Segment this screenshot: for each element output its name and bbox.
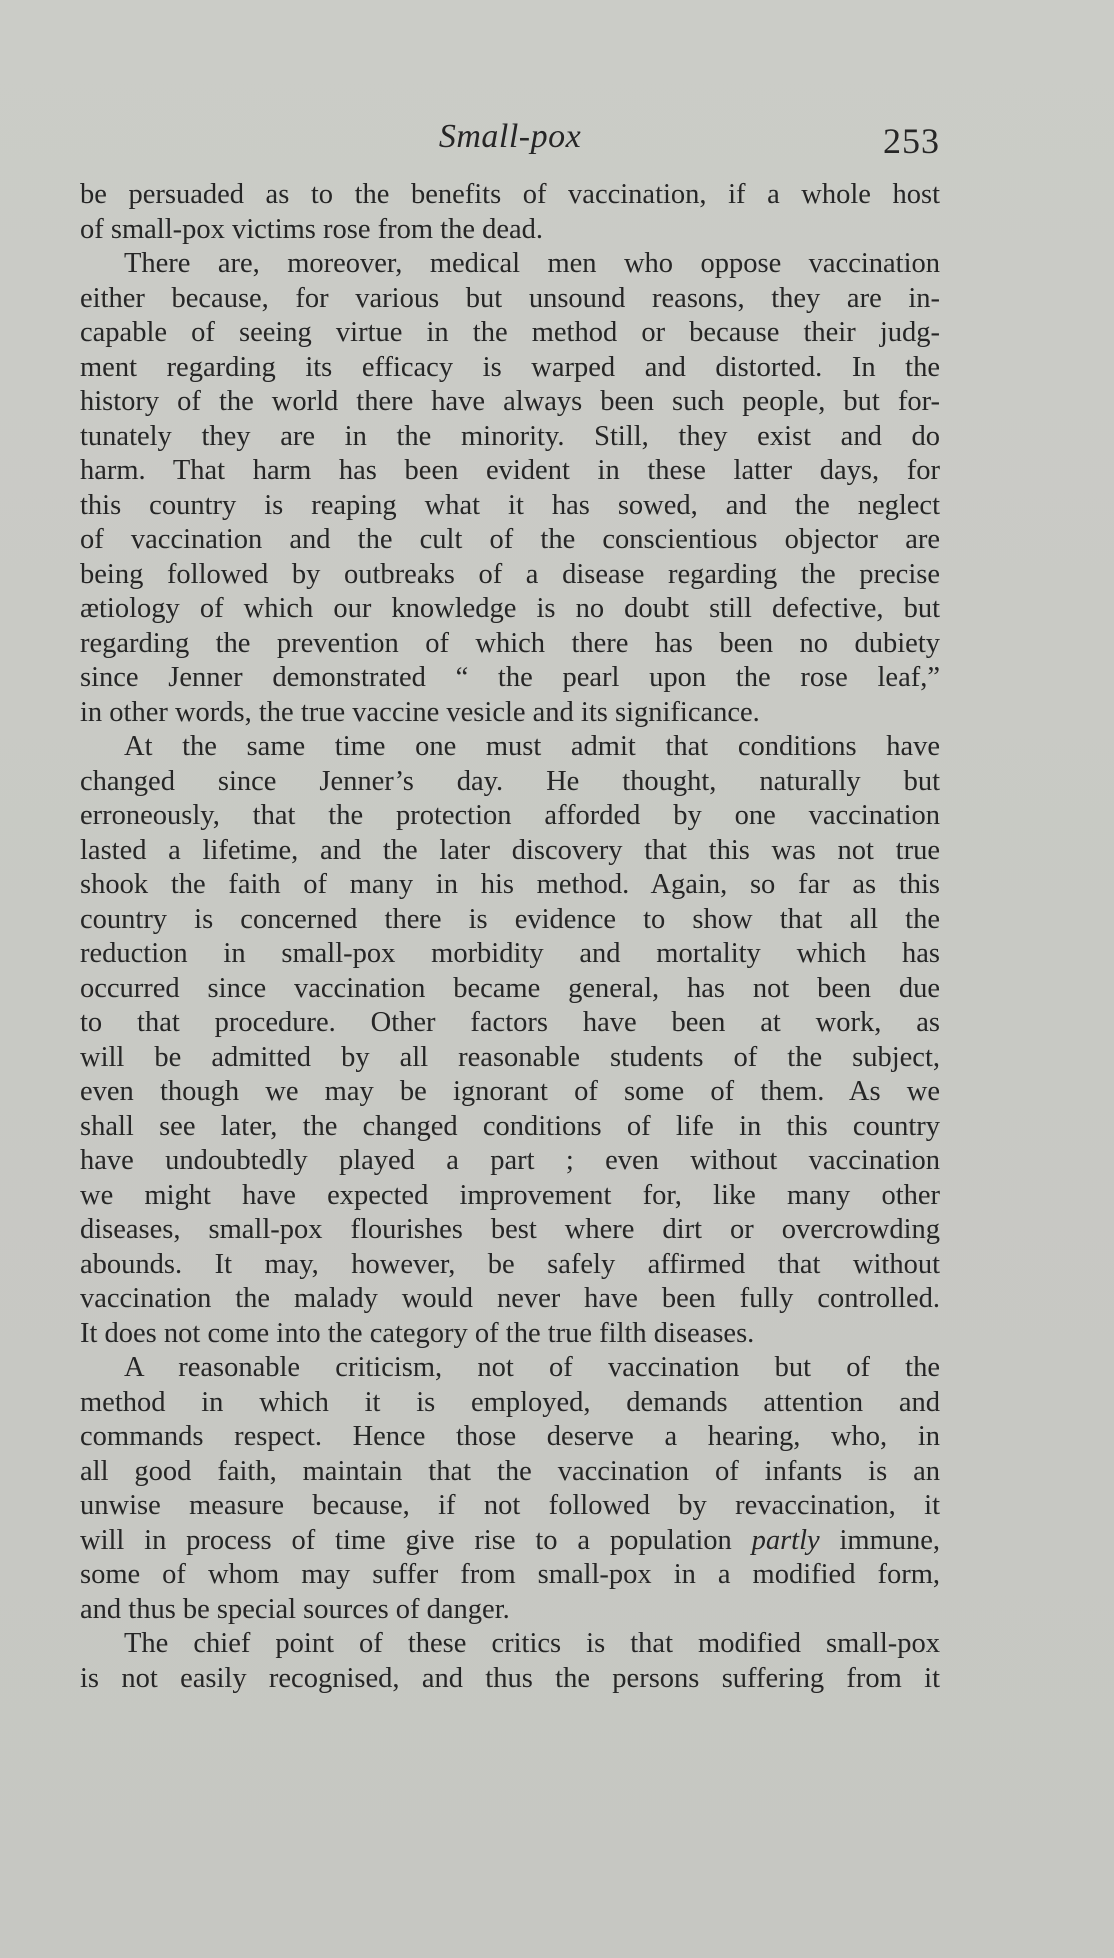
text-line: and thus be special sources of danger.	[80, 1593, 510, 1625]
text-line: harm. That harm has been evident in these latter days, for	[80, 455, 940, 486]
text-line: abounds. It may, however, be safely affirmed that without	[80, 1248, 940, 1280]
text-line: commands respect. Hence those deserve a hearing, who, in	[80, 1421, 940, 1452]
text-line: we might have expected improvement for, like many other	[80, 1179, 940, 1211]
text-line: of vaccination and the cult of the conscientious objector are	[80, 524, 940, 555]
text-line: ment regarding its efficacy is warped and distorted. In the	[80, 351, 940, 383]
text-line: either because, for various but unsound reasons, they are in-	[80, 282, 940, 314]
text-line: this country is reaping what it has sowed, and the neglect	[80, 489, 940, 521]
text-line: It does not come into the category of the true filth diseases.	[80, 1317, 755, 1349]
paragraph-first-line: A reasonable criticism, not of vaccination but of the	[124, 1352, 940, 1383]
text-line: tunately they are in the minority. Still, they exist and do	[80, 420, 940, 452]
text-line: erroneously, that the protection afforded by one vaccination	[80, 800, 940, 831]
text-line: history of the world there have always been such people, but for-	[80, 386, 940, 417]
text-line: be persuaded as to the benefits of vaccination, if a whole host	[80, 179, 940, 210]
paragraph-first-line: There are, moreover, medical men who oppose vaccination	[124, 248, 940, 279]
text-line: capable of seeing virtue in the method or because their judg-	[80, 317, 940, 348]
text-line: regarding the prevention of which there has been no dubiety	[80, 627, 940, 659]
text-line: method in which it is employed, demands attention and	[80, 1386, 940, 1418]
text-line: all good faith, maintain that the vaccination of infants is an	[80, 1455, 940, 1487]
body-text	[80, 178, 940, 1696]
text-line: country is concerned there is evidence to show that all the	[80, 903, 940, 935]
text-line: to that procedure. Other factors have been at work, as	[80, 1007, 940, 1038]
text-line: since Jenner demonstrated “ the pearl upon the rose leaf,”	[80, 662, 940, 693]
text-line: vaccination the malady would never have been fully controlled.	[80, 1283, 940, 1314]
text-line: reduction in small-pox morbidity and mortality which has	[80, 938, 940, 969]
running-head	[80, 118, 940, 170]
text-line: ætiology of which our knowledge is no doubt still defective, but	[80, 593, 940, 624]
text-segment: immune,	[819, 1524, 941, 1556]
paragraph-first-line: The chief point of these critics is that modified small-pox	[124, 1628, 940, 1659]
text-line: unwise measure because, if not followed by revaccination, it	[80, 1490, 940, 1521]
text-line: occurred since vaccination became general, has not been due	[80, 972, 940, 1004]
text-line: diseases, small-pox flourishes best where dirt or overcrowding	[80, 1214, 940, 1245]
text-line: shook the faith of many in his method. Again, so far as this	[80, 869, 940, 900]
text-line: shall see later, the changed conditions of life in this country	[80, 1110, 940, 1142]
text-line: is not easily recognised, and thus the persons suffering from it	[80, 1662, 940, 1694]
paragraph-first-line: At the same time one must admit that conditions have	[124, 731, 940, 762]
text-line: lasted a lifetime, and the later discovery that this was not true	[80, 834, 940, 866]
page-number: 253	[883, 121, 940, 161]
text-line: being followed by outbreaks of a disease regarding the precise	[80, 558, 940, 590]
text-line-with-italic	[80, 1524, 940, 1559]
italic-emphasis: partly	[751, 1524, 820, 1556]
running-title: Small-pox	[438, 118, 582, 155]
text-line: changed since Jenner’s day. He thought, naturally but	[80, 765, 940, 797]
text-segment: will in process of time give rise to a population	[80, 1524, 752, 1556]
text-line: in other words, the true vaccine vesicle and its significance.	[80, 696, 760, 728]
text-line: even though we may be ignorant of some of them. As we	[80, 1076, 940, 1107]
text-line: have undoubtedly played a part ; even without vaccination	[80, 1145, 940, 1176]
text-line: some of whom may suffer from small-pox in a modified form,	[80, 1559, 940, 1590]
text-line: will be admitted by all reasonable students of the subject,	[80, 1041, 940, 1073]
text-line: of small-pox victims rose from the dead.	[80, 213, 544, 245]
